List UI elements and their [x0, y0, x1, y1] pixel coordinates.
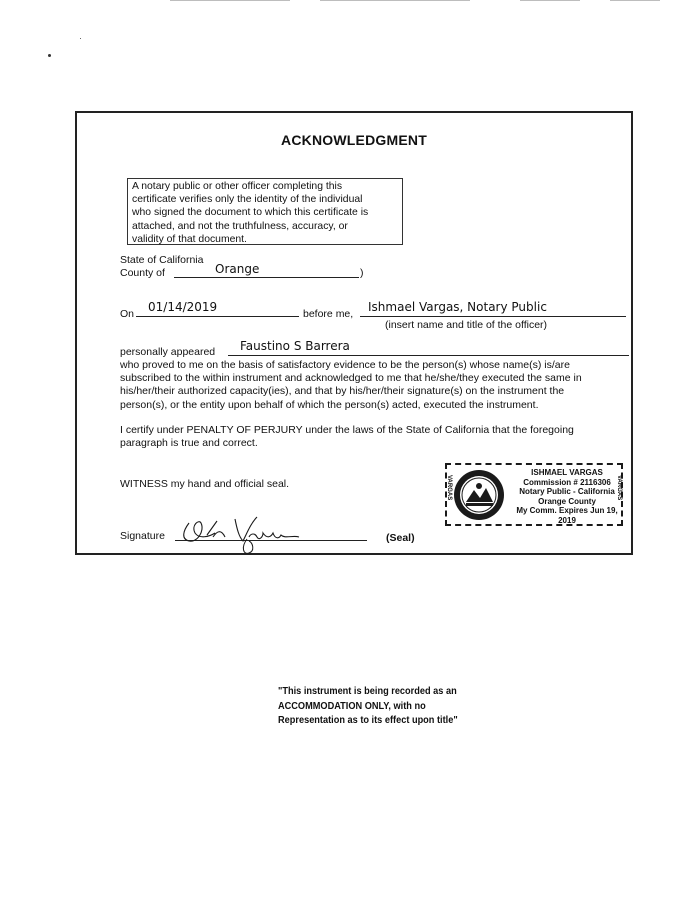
- stamp-side-text-right: VARGAS: [616, 475, 622, 501]
- signature-label: Signature: [120, 530, 165, 542]
- stamp-expiration: My Comm. Expires Jun 19, 2019: [516, 506, 618, 525]
- before-label: before me,: [303, 308, 354, 320]
- notice-box: [127, 178, 403, 245]
- stamp-county: Orange County: [538, 496, 596, 506]
- officer-value: Ishmael Vargas, Notary Public: [368, 300, 547, 314]
- county-value: Orange: [215, 262, 260, 276]
- witness-text: WITNESS my hand and official seal.: [120, 478, 290, 490]
- stamp-notary-name: ISHMAEL VARGAS: [531, 468, 603, 477]
- scan-artifact-line: [170, 0, 290, 1]
- appeared-value: Faustino S Barrera: [240, 339, 350, 353]
- perjury-line: I certify under PENALTY OF PERJURY under the laws of the State of California that the foregoing: [120, 424, 574, 436]
- stamp-title: Notary Public - California: [519, 487, 615, 497]
- state-label: State of California: [120, 254, 204, 266]
- scan-speck: [48, 54, 51, 57]
- appeared-underline: [228, 355, 629, 356]
- proof-paragraph: [120, 359, 635, 412]
- acknowledgment-certificate: [75, 111, 633, 555]
- certificate-title: ACKNOWLEDGMENT: [281, 132, 427, 148]
- notary-stamp: [445, 463, 623, 526]
- officer-hint: (insert name and title of the officer): [385, 319, 548, 331]
- perjury-line: paragraph is true and correct.: [120, 437, 258, 450]
- proof-line: his/her/their authorized capacity(ies), and that by his/her/their signature(s) on the instrument the: [120, 385, 565, 398]
- date-value: 01/14/2019: [148, 300, 218, 314]
- notice-line: attached, and not the truthfulness, accuracy, or: [132, 220, 348, 232]
- disclaimer-line: Representation as to its effect upon title": [278, 715, 458, 726]
- scan-speck: [80, 38, 81, 39]
- notice-line: validity of that document.: [132, 233, 247, 245]
- perjury-paragraph: [120, 424, 635, 450]
- recording-disclaimer: [278, 685, 458, 729]
- stamp-side-text-left: VARGAS: [446, 475, 452, 501]
- disclaimer-line: "This instrument is being recorded as an: [278, 686, 457, 697]
- scan-artifact-line: [320, 0, 470, 1]
- notice-line: who signed the document to which this certificate is: [132, 207, 369, 219]
- appeared-label: personally appeared: [120, 346, 216, 358]
- proof-line: subscribed to the within instrument and acknowledged to me that he/she/they executed the same in: [120, 372, 582, 385]
- proof-line: person(s), or the entity upon behalf of which the person(s) acted, executed the instrument.: [120, 398, 539, 411]
- disclaimer-line: ACCOMMODATION ONLY, with no: [278, 700, 426, 712]
- county-label: County of: [120, 267, 165, 279]
- scan-artifact-line: [520, 0, 580, 1]
- state-seal-icon: [452, 468, 506, 522]
- notice-line: A notary public or other officer completing this: [132, 181, 343, 192]
- county-close: ): [360, 267, 364, 279]
- county-underline: [174, 277, 359, 278]
- officer-underline: [360, 316, 626, 317]
- seal-label: (Seal): [386, 532, 415, 544]
- stamp-text: [511, 468, 623, 526]
- scan-artifact-line: [610, 0, 660, 1]
- notice-line: certificate verifies only the identity of the individual: [132, 194, 363, 206]
- proof-line: who proved to me on the basis of satisfactory evidence to be the person(s) whose name(s) is/are: [120, 359, 570, 371]
- stamp-commission: Commission # 2116306: [523, 477, 611, 487]
- handwritten-signature: [177, 509, 307, 557]
- date-underline: [136, 316, 299, 317]
- on-label: On: [120, 308, 135, 320]
